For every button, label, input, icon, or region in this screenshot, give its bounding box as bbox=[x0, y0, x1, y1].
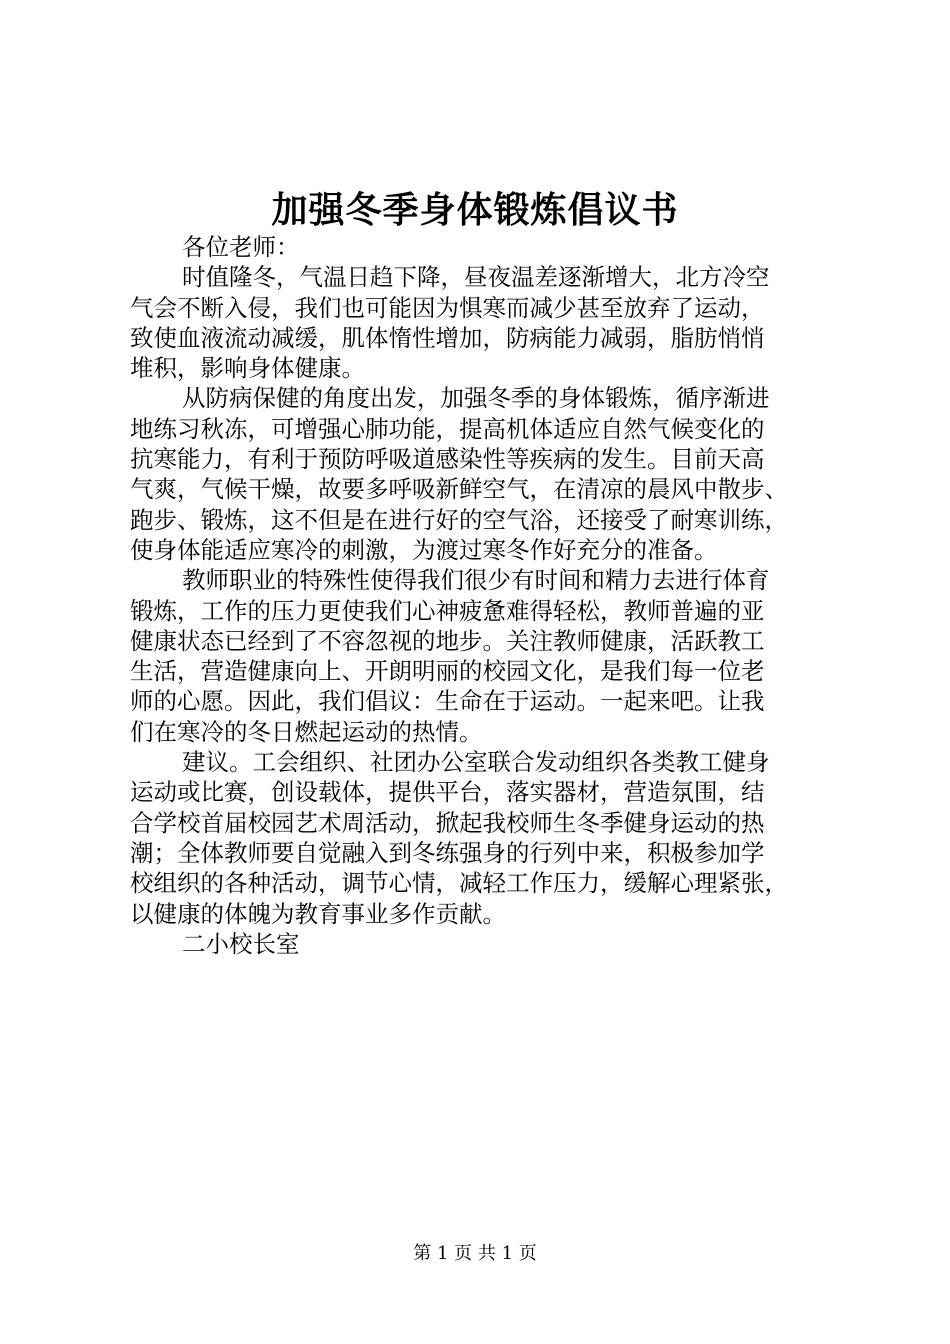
document-body bbox=[130, 232, 830, 959]
paragraph-3-line: 教师职业的特殊性使得我们很少有时间和精力去进行体育 bbox=[182, 566, 770, 595]
paragraph-2-line: 气爽，气候干燥，故要多呼吸新鲜空气，在清凉的晨风中散步、 bbox=[130, 475, 788, 504]
paragraph-2-line: 抗寒能力，有利于预防呼吸道感染性等疾病的发生。目前天高 bbox=[130, 445, 765, 474]
paragraph-1-line: 致使血液流动减缓，肌体惰性增加，防病能力减弱，脂肪悄悄 bbox=[130, 323, 765, 352]
paragraph-3-line: 们在寒冷的冬日燃起运动的热情。 bbox=[130, 717, 483, 746]
paragraph-3-line: 师的心愿。因此，我们倡议：生命在于运动。一起来吧。让我 bbox=[130, 687, 765, 716]
paragraph-1-line: 气会不断入侵，我们也可能因为惧寒而减少甚至放弃了运动， bbox=[130, 293, 765, 322]
paragraph-4-line: 校组织的各种活动，调节心情，减轻工作压力，缓解心理紧张， bbox=[130, 869, 788, 898]
paragraph-4-line: 运动或比赛，创设载体，提供平台，落实器材，营造氛围，结 bbox=[130, 778, 765, 807]
paragraph-4-line: 建议。工会组织、社团办公室联合发动组织各类教工健身 bbox=[182, 748, 770, 777]
paragraph-2-line: 地练习秋冻，可增强心肺功能，提高机体适应自然气候变化的 bbox=[130, 414, 765, 443]
paragraph-4-line: 合学校首届校园艺术周活动，掀起我校师生冬季健身运动的热 bbox=[130, 808, 765, 837]
salutation-line: 各位老师： bbox=[182, 233, 300, 261]
paragraph-4-line: 潮；全体教师要自觉融入到冬练强身的行列中来，积极参加学 bbox=[130, 838, 765, 867]
paragraph-4-line: 以健康的体魄为教育事业多作贡献。 bbox=[130, 899, 506, 928]
paragraph-3-line: 生活，营造健康向上、开朗明丽的校园文化，是我们每一位老 bbox=[130, 657, 765, 686]
paragraph-2-line: 使身体能适应寒冷的刺激，为渡过寒冬作好充分的准备。 bbox=[130, 535, 718, 564]
document-title: 加强冬季身体锻炼倡议书 bbox=[271, 189, 679, 231]
paragraph-3-line: 锻炼，工作的压力更使我们心神疲惫难得轻松，教师普遍的亚 bbox=[130, 596, 765, 625]
paragraph-3-line: 健康状态已经到了不容忽视的地步。关注教师健康，活跃教工 bbox=[130, 626, 765, 655]
paragraph-1-line: 堆积，影响身体健康。 bbox=[130, 354, 365, 383]
paragraph-1-line: 时值隆冬，气温日趋下降，昼夜温差逐渐增大，北方冷空 bbox=[182, 263, 770, 292]
paragraph-2-line: 从防病保健的角度出发，加强冬季的身体锻炼，循序渐进 bbox=[182, 384, 770, 413]
page-footer: 第 1 页 共 1 页 bbox=[413, 1243, 537, 1264]
signature-line: 二小校长室 bbox=[182, 929, 300, 958]
paragraph-2-line: 跑步、锻炼，这不但是在进行好的空气浴，还接受了耐寒训练， bbox=[130, 505, 788, 534]
